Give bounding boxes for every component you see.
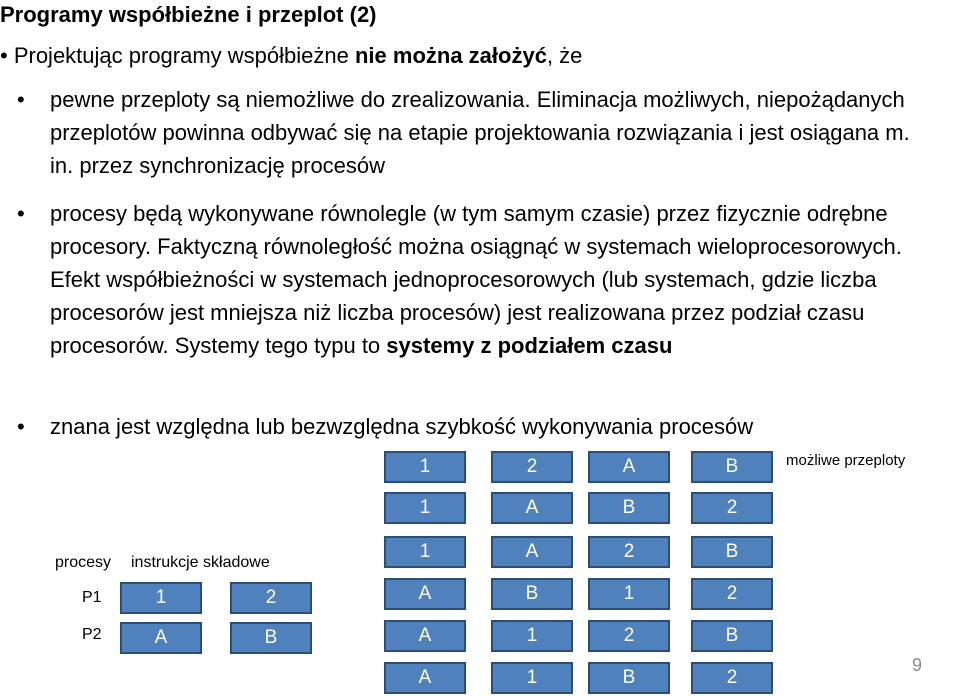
- page-number: 9: [911, 655, 922, 675]
- interleaving-box: 2: [491, 451, 573, 483]
- interleaving-box: 2: [691, 492, 773, 524]
- process-label-p2: P2: [82, 626, 102, 643]
- instruction-box: B: [230, 622, 312, 654]
- sub-bullet-3-text: znana jest względna lub bezwzględna szybkość wykonywania procesów: [50, 414, 754, 439]
- interleaving-box: 1: [491, 662, 573, 694]
- bullet-marker: •: [17, 414, 25, 439]
- bullet-text-bold: nie można założyć: [354, 43, 547, 68]
- interleaving-box: B: [588, 492, 670, 524]
- instruction-box: A: [120, 622, 202, 654]
- interleaving-box: B: [691, 536, 773, 568]
- interleaving-box: 2: [691, 578, 773, 610]
- interleaving-box: 2: [588, 536, 670, 568]
- sub-bullet-2: [17, 197, 955, 362]
- interleaving-box: 1: [588, 578, 670, 610]
- bullet-main: [0, 41, 582, 71]
- bullet-marker: •: [0, 43, 8, 68]
- interleaving-box: A: [384, 662, 466, 694]
- process-label-p1: P1: [82, 589, 102, 606]
- slide-title: Programy współbieżne i przeplot (2): [0, 2, 377, 27]
- interleaving-box: 1: [384, 536, 466, 568]
- sub-bullet-1-text: pewne przeploty są niemożliwe do zrealizowania. Eliminacja możliwych, niepożądanych przeplotów powinna odbywać się na etapie projektowania rozwiązania i jest osiągana m. in. przez synchronizację procesów: [50, 87, 910, 178]
- interleaving-box: 1: [491, 620, 573, 652]
- interleaving-box: A: [588, 451, 670, 483]
- instructions-header: instrukcje składowe: [131, 554, 270, 571]
- bullet-marker: •: [17, 87, 25, 112]
- instruction-box: 2: [230, 582, 312, 614]
- interleaving-box: 1: [384, 451, 466, 483]
- interleaving-box: B: [491, 578, 573, 610]
- interleaving-box: 2: [691, 662, 773, 694]
- interleaving-box: 1: [384, 492, 466, 524]
- instruction-box: 1: [120, 582, 202, 614]
- interleaving-box: A: [491, 536, 573, 568]
- sub-bullet-2-text: procesy będą wykonywane równolegle (w tym samym czasie) przez fizycznie odrębne procesory. Faktyczną równoległość można osiągnąć w systemach wieloprocesorowych. Efekt współbieżności w systemach jednoprocesorowych (lub systemach, gdzie liczba procesorów jest mniejsza niż liczba procesów) jest realizowana przez podział czasu procesorów. Systemy tego typu to: [50, 201, 902, 358]
- interleaving-box: B: [588, 662, 670, 694]
- sub-bullet-3: [17, 410, 950, 443]
- interleaving-box: A: [384, 620, 466, 652]
- possible-interleavings-label: możliwe przeploty: [786, 452, 906, 469]
- processes-header: procesy: [55, 554, 112, 571]
- interleaving-box: B: [691, 620, 773, 652]
- interleaving-box: A: [491, 492, 573, 524]
- interleaving-box: B: [691, 451, 773, 483]
- bullet-marker: •: [17, 201, 25, 226]
- sub-bullet-2-bold: systemy z podziałem czasu: [386, 333, 673, 358]
- bullet-text-post: , że: [546, 43, 583, 68]
- interleaving-box: A: [384, 578, 466, 610]
- bullet-text-pre: Projektując programy współbieżne: [7, 43, 355, 68]
- interleaving-box: 2: [588, 620, 670, 652]
- sub-bullet-1: [17, 83, 910, 182]
